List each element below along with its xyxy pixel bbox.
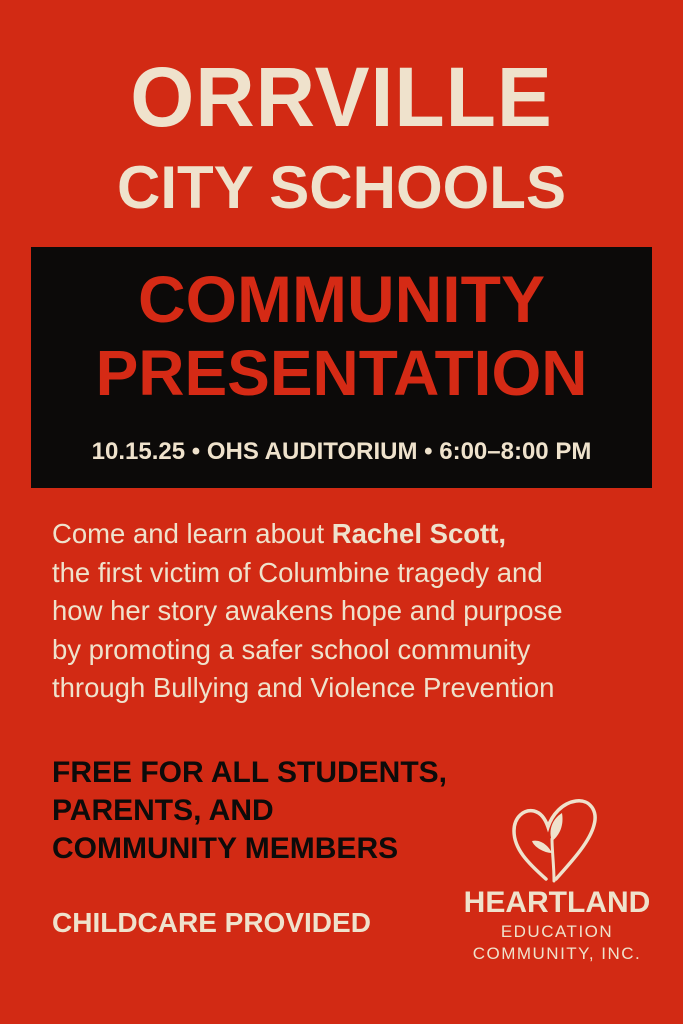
audience-line: FREE FOR ALL STUDENTS, [52,756,448,789]
audience-statement [52,754,492,868]
heart-sprout-icon [508,795,600,883]
organization-name: HEARTLAND [463,886,651,919]
description-line: the first victim of Columbine tragedy and [52,556,543,588]
district-subtitle: CITY SCHOOLS [117,154,566,221]
organization-subtitle: COMMUNITY, INC. [472,944,642,963]
description-line: how her story awakens hope and purpose [52,595,563,626]
description-line: through Bullying and Violence Prevention [52,672,555,703]
childcare-note: CHILDCARE PROVIDED [52,907,371,938]
organization-subtitle: EDUCATION [500,922,614,941]
district-name: ORRVILLE [130,50,553,144]
description-line: by promoting a safer school community [52,633,531,665]
event-details: 10.15.25 • OHS AUDITORIUM • 6:00–8:00 PM [91,438,592,465]
description-intro: Come and learn about [52,518,332,549]
event-title-line1: COMMUNITY [138,262,545,336]
event-title-line2: PRESENTATION [95,337,588,409]
audience-line: COMMUNITY MEMBERS [52,832,399,865]
audience-line: PARENTS, AND [52,794,274,827]
event-description [52,515,662,708]
event-banner [31,247,652,488]
description-highlight: Rachel Scott, [331,518,506,549]
